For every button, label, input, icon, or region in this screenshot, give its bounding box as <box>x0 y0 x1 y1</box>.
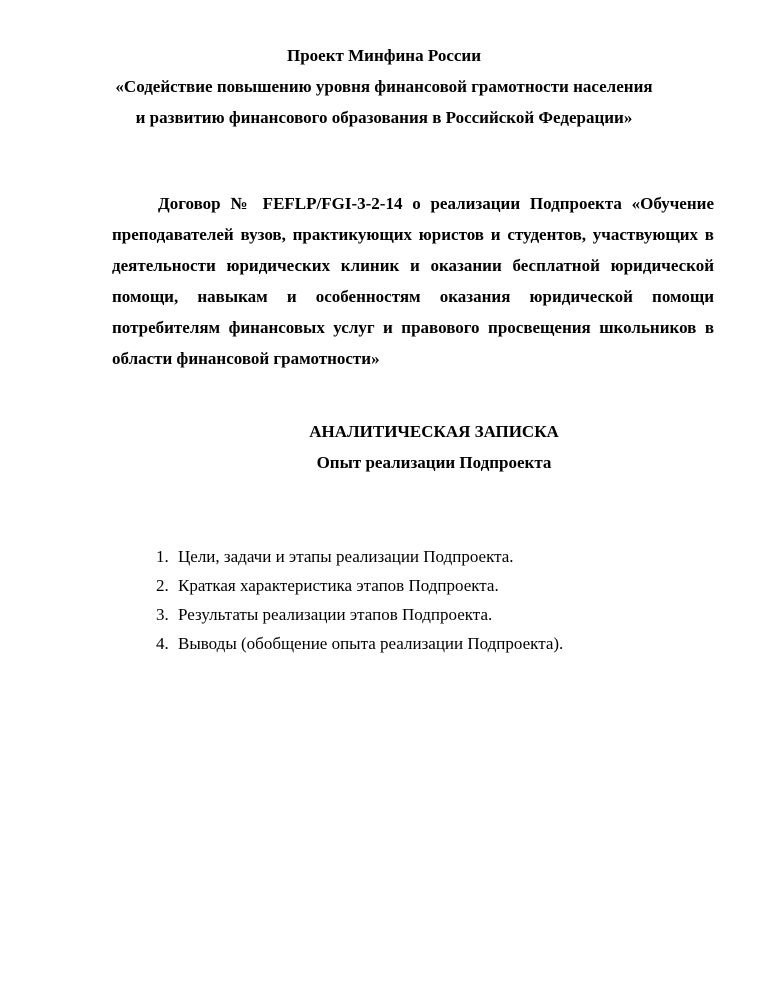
header-line-2: «Содействие повышению уровня финансовой грамотности населения <box>115 77 653 96</box>
list-item-text: Результаты реализации этапов Подпроекта. <box>178 605 493 624</box>
list-item-text: Краткая характеристика этапов Подпроекта. <box>178 576 499 595</box>
header-line-3: и развитию финансового образования в Российской Федерации» <box>135 108 633 127</box>
analytic-subtitle: Опыт реализации Подпроекта <box>316 453 552 472</box>
list-item-number: 1. <box>156 547 169 566</box>
project-header <box>0 40 768 133</box>
analytic-title-block <box>0 416 768 478</box>
list-item <box>156 542 563 571</box>
list-item <box>156 600 563 629</box>
contents-list <box>156 542 563 658</box>
header-line-1: Проект Минфина России <box>287 46 481 65</box>
list-item-number: 4. <box>156 634 169 653</box>
analytic-title: АНАЛИТИЧЕСКАЯ ЗАПИСКА <box>309 422 559 441</box>
list-item <box>156 629 563 658</box>
list-item <box>156 571 563 600</box>
contract-paragraph: Договор № FEFLP/FGI-3-2-14 о реализации Подпроекта «Обучение преподавателей вузов, практикующих юристов и студентов, участвующих в деятельности юридических клиник и оказании бесплатной юридической помощи, навыкам и особенностям оказания юридической помощи потребителям финансовых услуг и правового просвещения школьников в области финансовой грамотности» <box>112 194 714 368</box>
list-item-number: 2. <box>156 576 169 595</box>
list-item-text: Цели, задачи и этапы реализации Подпроекта. <box>178 547 514 566</box>
list-item-number: 3. <box>156 605 169 624</box>
list-item-text: Выводы (обобщение опыта реализации Подпроекта). <box>178 634 564 653</box>
